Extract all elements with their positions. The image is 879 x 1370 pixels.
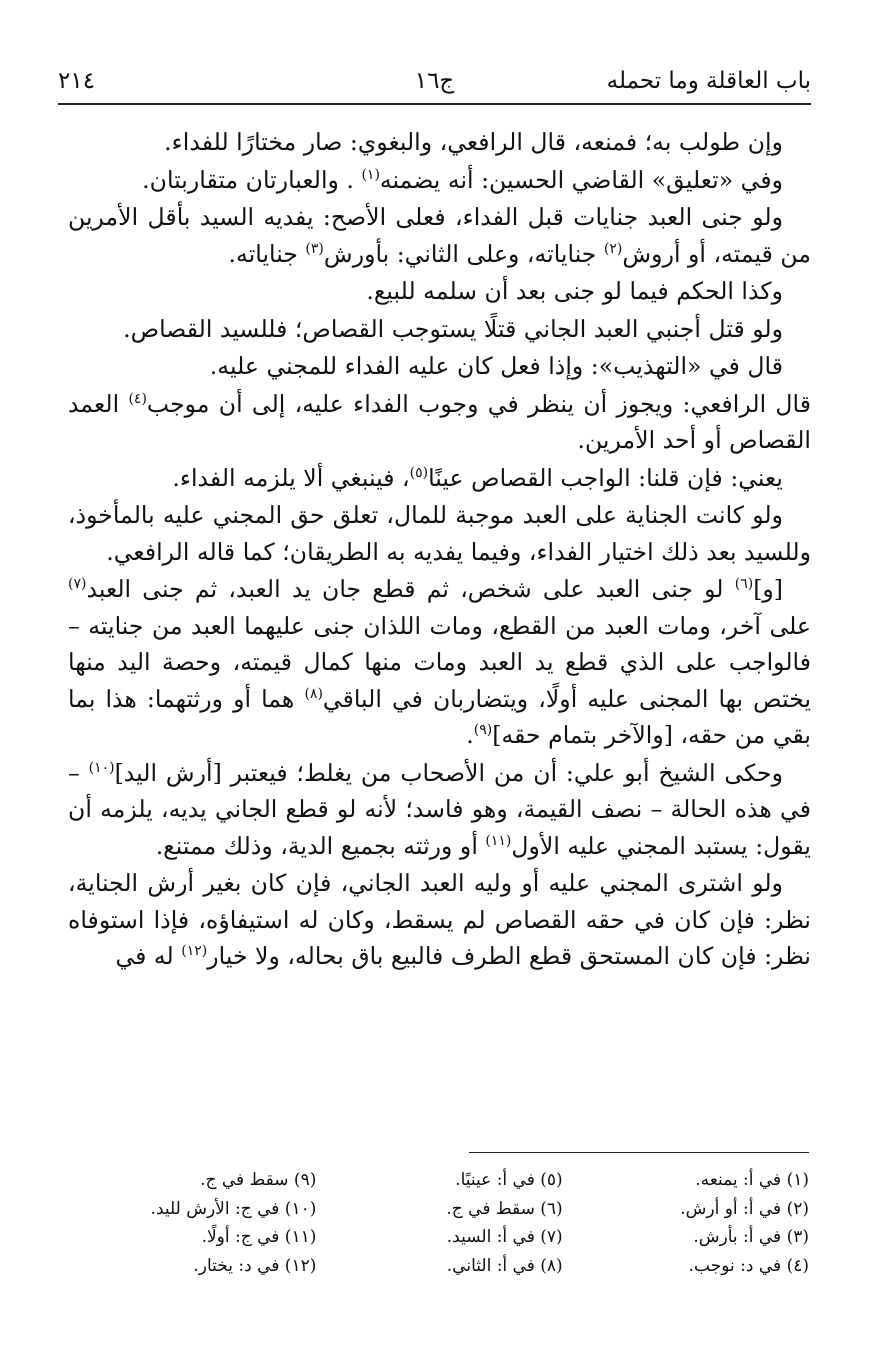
paragraph	[68, 199, 811, 272]
text-run: قال الرافعي: ويجوز أن ينظر في وجوب الفداء عليه، إلى أن موجب	[146, 389, 812, 418]
footnote-ref: (٦)	[734, 576, 754, 593]
header-divider	[58, 103, 811, 105]
footnote-column	[70, 1166, 316, 1280]
footnote: (٦) سقط في ج.	[446, 1198, 563, 1219]
page-header	[58, 62, 811, 102]
text-run: وكذا الحكم فيما لو جنى بعد أن سلمه للبيع.	[366, 277, 783, 305]
paragraph	[68, 348, 811, 385]
footnote-ref: (٢)	[603, 240, 623, 257]
paragraph	[68, 571, 811, 754]
paragraph	[68, 162, 811, 199]
paragraph	[68, 386, 811, 459]
text-run: .	[466, 721, 474, 749]
footnote: (٢) في أ: أو أرش.	[680, 1198, 809, 1219]
footnote-divider	[469, 1152, 809, 1153]
paragraph	[68, 497, 811, 570]
text-run: على آخر، ومات العبد من القطع، ومات اللذان جنى عليهما العبد من جنايته – فالواجب على الذي قطع يد العبد ومات منها كمال قيمته، وحصة اليد منها يختص بها المجنى عليه أولًا، ويتضاربان في الباقي	[68, 611, 812, 713]
text-run: له في	[115, 942, 182, 970]
text-run: جناياته.	[228, 239, 306, 268]
footnote-ref: (١٢)	[181, 943, 208, 960]
footnote: (١٢) في د: يختار.	[193, 1255, 317, 1276]
page-number: ٢١٤	[58, 68, 96, 94]
footnote: (١٠) في ج: الأرش لليد.	[150, 1198, 317, 1219]
text-run: يعني: فإن قلنا: الواجب القصاص عينًا	[428, 463, 783, 492]
footnote-ref: (٣)	[305, 240, 324, 257]
text-run: وإن طولب به؛ فمنعه، قال الرافعي، والبغوي: صار مختارًا للفداء.	[164, 128, 783, 156]
text-run: [و]	[753, 575, 783, 603]
paragraph	[68, 124, 811, 161]
footnote: (٩) سقط في ج.	[200, 1170, 317, 1190]
footnote: (١١) في ج: أولًا.	[201, 1227, 317, 1247]
text-run: جناياته، وعلى الثاني: بأورش	[323, 239, 604, 268]
text-run: ولو قتل أجنبي العبد الجاني قتلًا يستوجب القصاص؛ فللسيد القصاص.	[123, 314, 783, 343]
paragraph	[68, 311, 811, 348]
footnote-ref: (٩)	[473, 722, 493, 739]
text-run: . والعبارتان متقاربتان.	[142, 165, 362, 194]
paragraph	[68, 273, 811, 310]
footnote-ref: (٥)	[409, 464, 429, 481]
footnote-ref: (٧)	[68, 576, 87, 593]
text-run: قال في «التهذيب»: وإذا فعل كان عليه الفداء للمجني عليه.	[209, 352, 783, 380]
text-run: لو جنى العبد على شخص، ثم قطع جان يد العبد، ثم جنى العبد	[86, 575, 735, 603]
footnote-ref: (٨)	[304, 685, 323, 702]
footnote: (٥) في أ: عينيًا.	[455, 1170, 563, 1190]
footnote: (٨) في أ: الثاني.	[446, 1255, 563, 1276]
text-run: ولو جنى العبد جنايات قبل الفداء، فعلى الأصح: يفديه السيد بأقل الأمرين من قيمته، أو أروش	[68, 203, 811, 268]
footnotes	[70, 1166, 809, 1280]
text-run: ولو كانت الجناية على العبد موجبة للمال، تعلق حق المجني عليه بالمأخوذ، وللسيد بعد ذلك اختيار الفداء، وفيما يفديه به الطريقان؛ كما قاله الرافعي.	[68, 501, 811, 566]
paragraph	[68, 460, 811, 497]
chapter-title: باب العاقلة وما تحمله	[606, 68, 811, 94]
text-run: – في هذه الحالة – نصف القيمة، وهو فاسد؛ لأنه لو قطع الجاني يديه، يلزمه أن يقول: يستبد المجني عليه الأول	[68, 758, 811, 860]
footnote-column	[316, 1166, 562, 1280]
footnote-ref: (٤)	[128, 390, 147, 407]
volume-label: ج١٦	[414, 68, 455, 94]
footnote-column	[563, 1166, 809, 1280]
text-run: ولو اشترى المجني عليه أو وليه العبد الجاني، فإن كان بغير أرش الجناية، نظر: فإن كان في حقه القصاص لم يسقط، وكان له استيفاؤه، فإذا استوفاه نظر: فإن كان المستحق قطع الطرف فالبيع باق بحاله، ولا خيار	[68, 869, 811, 970]
footnote-ref: (١٠)	[88, 759, 115, 776]
body-text	[68, 124, 811, 975]
footnote: (٤) في د: نوجب.	[688, 1255, 809, 1276]
footnote: (١) في أ: يمنعه.	[695, 1170, 809, 1190]
footnote-ref: (١١)	[485, 832, 512, 849]
paragraph	[68, 865, 811, 975]
footnote: (٧) في أ: السيد.	[446, 1227, 563, 1247]
footnote: (٣) في أ: بأرش.	[693, 1227, 809, 1247]
text-run: هما أو ورثتهما: هذا بما بقي من حقه، [والآخر بتمام حقه]	[68, 684, 811, 749]
footnote-ref: (١)	[361, 166, 380, 183]
text-run: العمد القصاص أو أحد الأمرين.	[68, 389, 811, 454]
text-run: أو ورثته بجميع الدية، وذلك ممتنع.	[155, 831, 486, 860]
text-run: ، فينبغي ألا يلزمه الفداء.	[172, 463, 410, 492]
paragraph	[68, 755, 811, 865]
text-run: وحكى الشيخ أبو علي: أن من الأصحاب من يغلط؛ فيعتبر [أرش اليد]	[114, 758, 783, 787]
text-run: وفي «تعليق» القاضي الحسين: أنه يضمنه	[379, 165, 783, 194]
